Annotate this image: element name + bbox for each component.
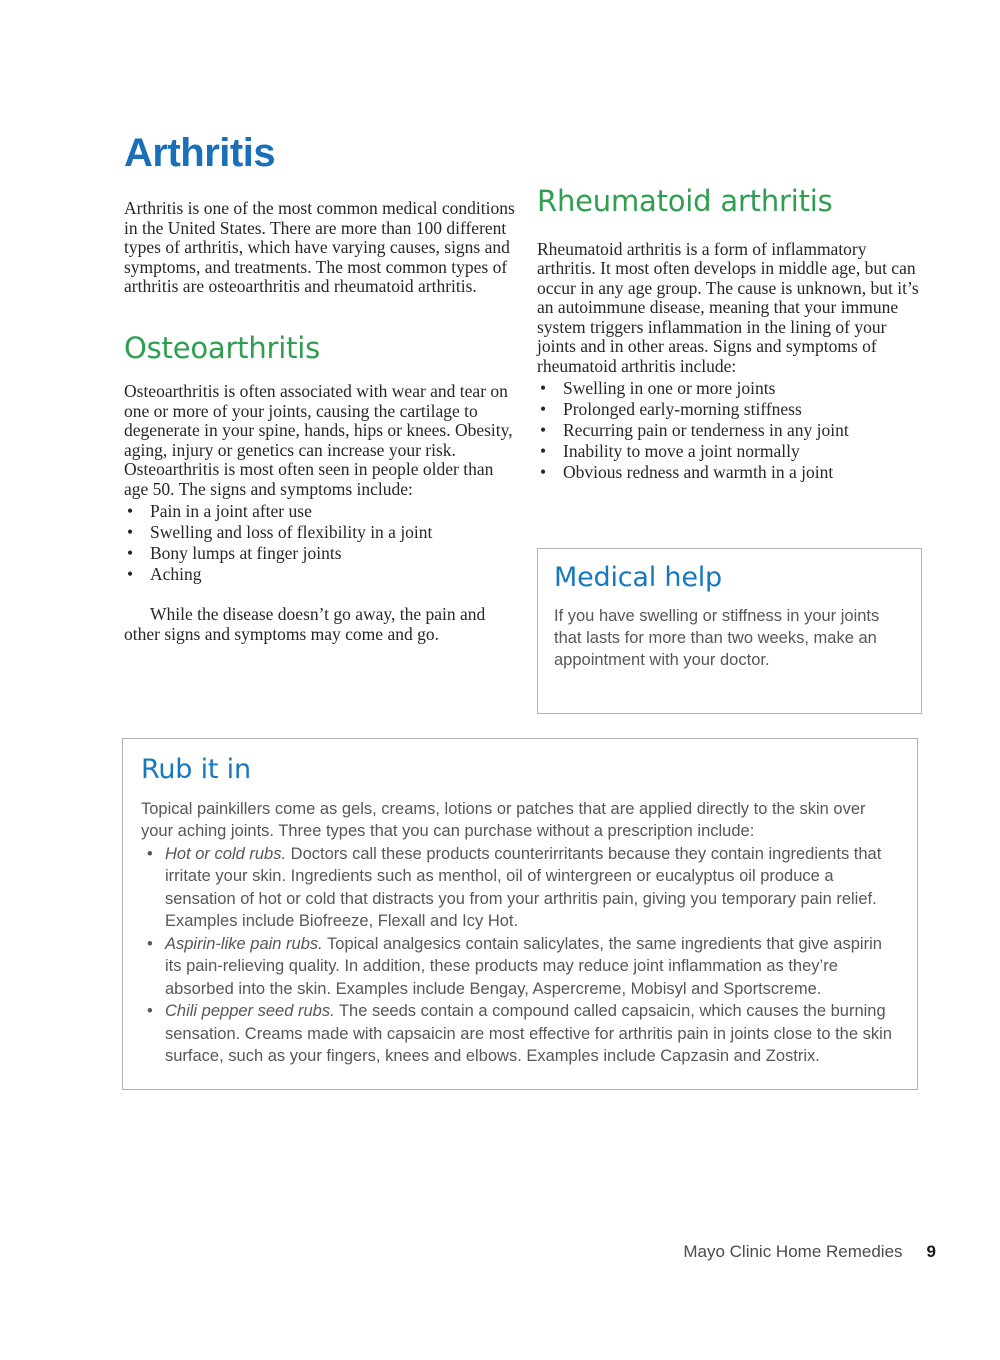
- list-item: • Swelling in one or more joints: [537, 378, 929, 399]
- list-item-text: Topical analgesics contain salicylates, the same ingredients that give aspirin its pain-relieving quality. In addition, these products may reduce joint inflammation as they’re absorbed into the skin. Examples include Bengay, Aspercreme, Mobisyl and Sportscreme.: [165, 934, 882, 998]
- osteoarthritis-symptoms-list: [124, 501, 516, 585]
- intro-paragraph: Arthritis is one of the most common medical conditions in the United States. There are more than 100 different types of arthritis, which have varying causes, signs and symptoms, and treatments. The most common types of arthritis are osteoarthritis and rheumatoid arthritis.: [124, 198, 515, 296]
- list-item: • Bony lumps at finger joints: [124, 543, 516, 564]
- list-item: [141, 843, 899, 933]
- list-item-text: The seeds contain a compound called capsaicin, which causes the burning sensation. Creams made with capsaicin are most effective for arthritis pain in joints close to the skin surface, such as your fingers, knees and elbows. Examples include Capzasin and Zostrix.: [165, 1002, 892, 1066]
- list-item: • Inability to move a joint normally: [537, 441, 929, 462]
- list-item: • Swelling and loss of flexibility in a joint: [124, 522, 516, 543]
- list-item-text: Doctors call these products counterirritants because they contain ingredients that irritate your skin. Ingredients such as menthol, oil of wintergreen or eucalyptus oil produce a sensation of hot or cold that distracts you from your arthritis pain, giving you temporary pain relief. Examples include Biofreeze, Flexall and Icy Hot.: [165, 844, 882, 931]
- section-heading-osteoarthritis: Osteoarthritis: [124, 330, 321, 365]
- page-footer: [124, 1242, 936, 1262]
- left-column: [124, 199, 516, 644]
- list-item-lead: Chili pepper seed rubs.: [165, 1002, 335, 1021]
- list-item: • Pain in a joint after use: [124, 501, 516, 522]
- list-item: • Obvious redness and warmth in a joint: [537, 462, 929, 483]
- osteoarthritis-closing-paragraph: While the disease doesn’t go away, the pain and other signs and symptoms may come and go.: [124, 604, 486, 644]
- list-item-lead: Hot or cold rubs.: [165, 844, 287, 863]
- section-heading-rheumatoid-arthritis: Rheumatoid arthritis: [537, 184, 833, 218]
- topical-painkillers-list: [141, 843, 899, 1068]
- medical-help-heading: Medical help: [554, 562, 722, 593]
- list-item-lead: Aspirin-like pain rubs.: [165, 934, 323, 953]
- osteoarthritis-paragraph: Osteoarthritis is often associated with wear and tear on one or more of your joints, causing the cartilage to degenerate in your spine, hands, hips or knees. Obesity, aging, injury or genetics can increase your risk. Osteoarthritis is most often seen in people older than age 50. The signs and symptoms include:: [124, 381, 513, 499]
- medical-help-paragraph: If you have swelling or stiffness in your joints that lasts for more than two weeks, make an appointment with your doctor.: [554, 606, 880, 669]
- medical-help-box: [537, 548, 922, 714]
- list-item: • Aching: [124, 564, 516, 585]
- page-number: 9: [926, 1242, 936, 1261]
- rub-it-in-intro-paragraph: Topical painkillers come as gels, creams, lotions or patches that are applied directly to the skin over your aching joints. Three types that you can purchase without a prescription include:: [141, 799, 866, 841]
- rheumatoid-paragraph: Rheumatoid arthritis is a form of inflammatory arthritis. It most often develops in middle age, but can occur in any age group. The cause is unknown, but it’s an autoimmune disease, meaning that your immune system triggers inflammation in the lining of your joints and in other areas. Signs and symptoms of rheumatoid arthritis include:: [537, 238, 919, 376]
- page-title: Arthritis: [124, 131, 276, 175]
- book-title: Mayo Clinic Home Remedies: [683, 1242, 903, 1261]
- list-item: [141, 1000, 899, 1068]
- list-item: • Recurring pain or tenderness in any joint: [537, 420, 929, 441]
- rub-it-in-heading: Rub it in: [141, 754, 251, 785]
- list-item: • Prolonged early-morning stiffness: [537, 399, 929, 420]
- right-column: [537, 186, 929, 483]
- list-item: [141, 933, 899, 1001]
- rub-it-in-box: [122, 738, 918, 1090]
- rheumatoid-symptoms-list: [537, 378, 929, 483]
